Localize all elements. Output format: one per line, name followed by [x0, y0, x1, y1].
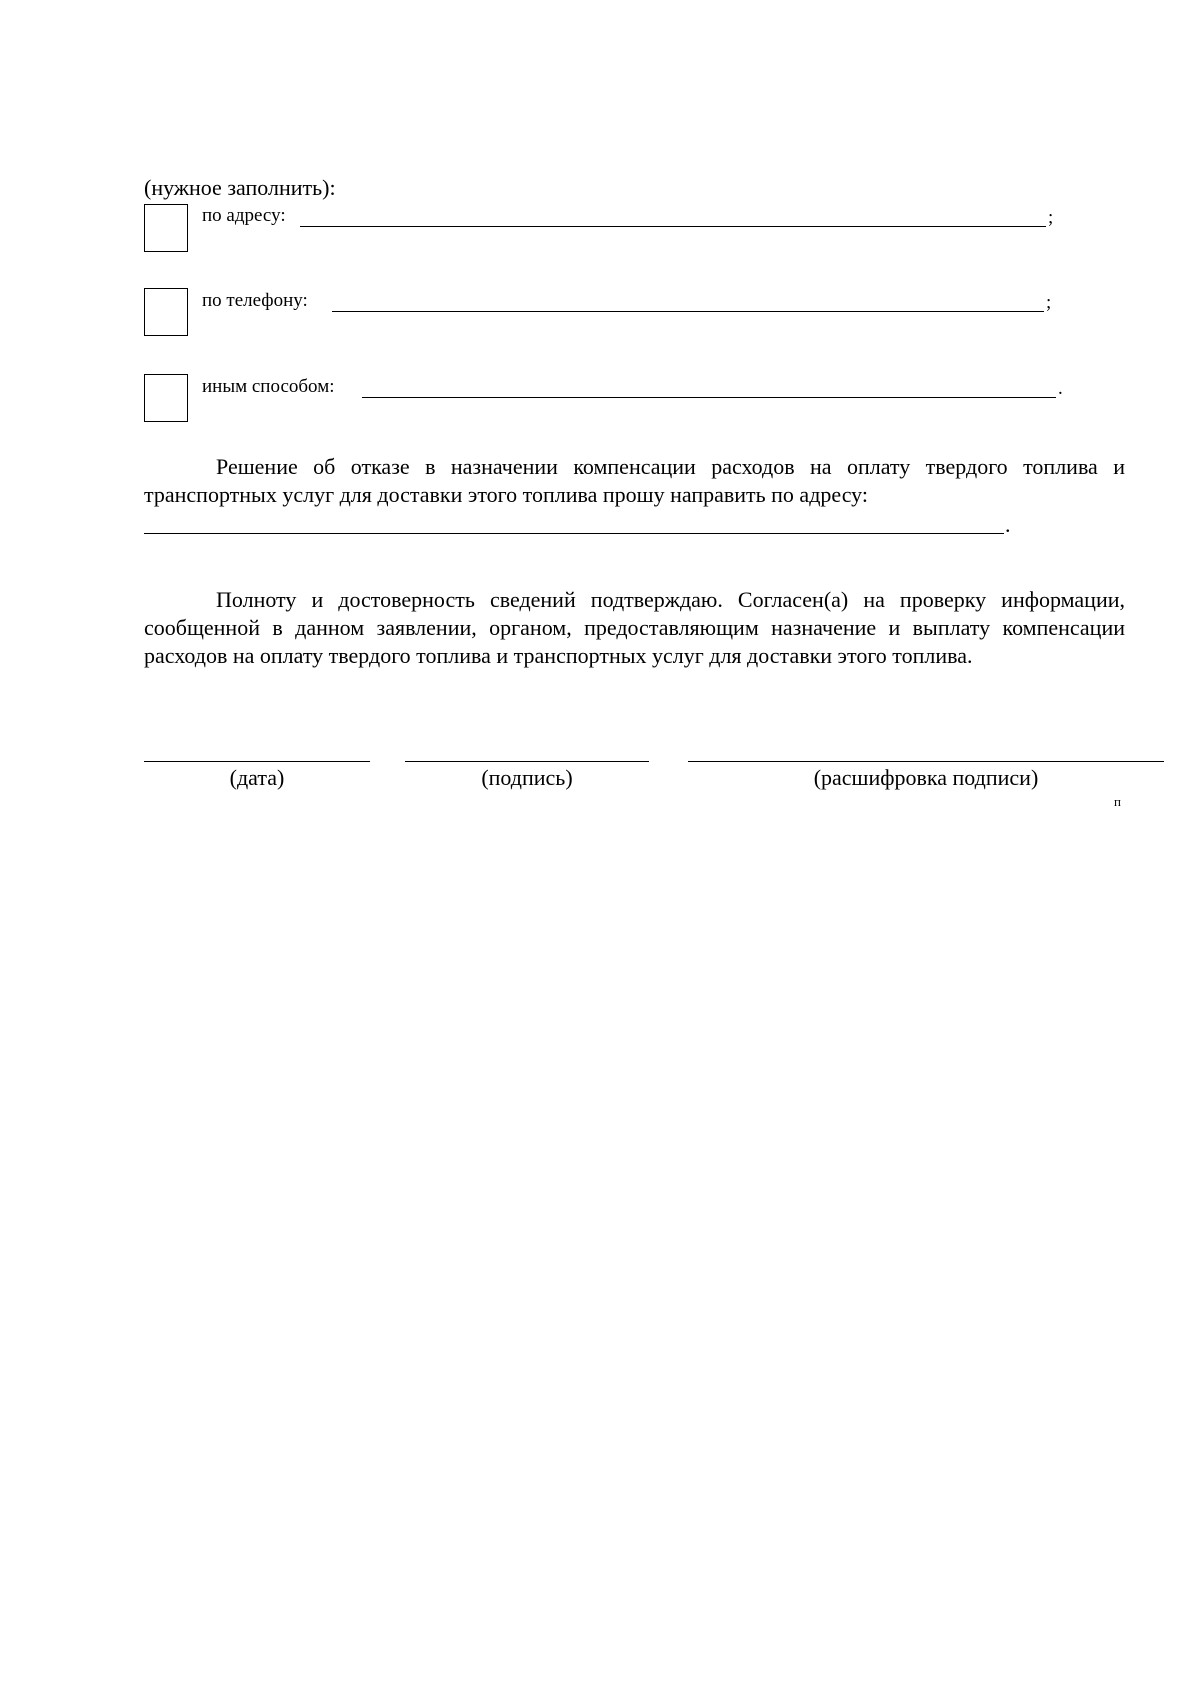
address-input-line[interactable] [300, 225, 1046, 227]
phone-input-line[interactable] [332, 310, 1044, 312]
fill-instruction: (нужное заполнить): [144, 175, 336, 200]
refusal-text: Решение об отказе в назначении компенсации расходов на оплату твердого топлива и транспортных услуг для доставки этого топлива прошу направить по адресу: [144, 454, 1125, 507]
other-method-end-mark: . [1058, 378, 1063, 399]
signature-caption: (подпись) [481, 765, 573, 790]
page-mark: п [1114, 794, 1121, 809]
other-method-label: иным способом: [202, 376, 335, 397]
consent-paragraph [144, 586, 1125, 670]
address-checkbox[interactable] [144, 204, 188, 252]
phone-end-mark: ; [1046, 292, 1052, 313]
address-label: по адресу: [202, 205, 286, 226]
signature-decode-caption: (расшифровка подписи) [813, 765, 1039, 790]
address-end-mark: ; [1048, 207, 1054, 228]
phone-label: по телефону: [202, 290, 308, 311]
consent-text: Полноту и достоверность сведений подтверждаю. Согласен(а) на проверку информации, сообщенной в данном заявлении, органом, предоставляющим назначение и выплату компенсации расходов на оплату твердого топлива и транспортных услуг для доставки этого топлива. [144, 587, 1125, 668]
signature-decode-line[interactable] [688, 760, 1164, 762]
date-line[interactable] [144, 760, 370, 762]
other-method-input-line[interactable] [362, 396, 1056, 398]
refusal-end-mark: . [1005, 512, 1011, 537]
date-caption: (дата) [229, 765, 285, 790]
refusal-paragraph [144, 453, 1125, 509]
phone-checkbox[interactable] [144, 288, 188, 336]
refusal-address-line[interactable] [144, 532, 1004, 534]
other-method-checkbox[interactable] [144, 374, 188, 422]
signature-line[interactable] [405, 760, 649, 762]
